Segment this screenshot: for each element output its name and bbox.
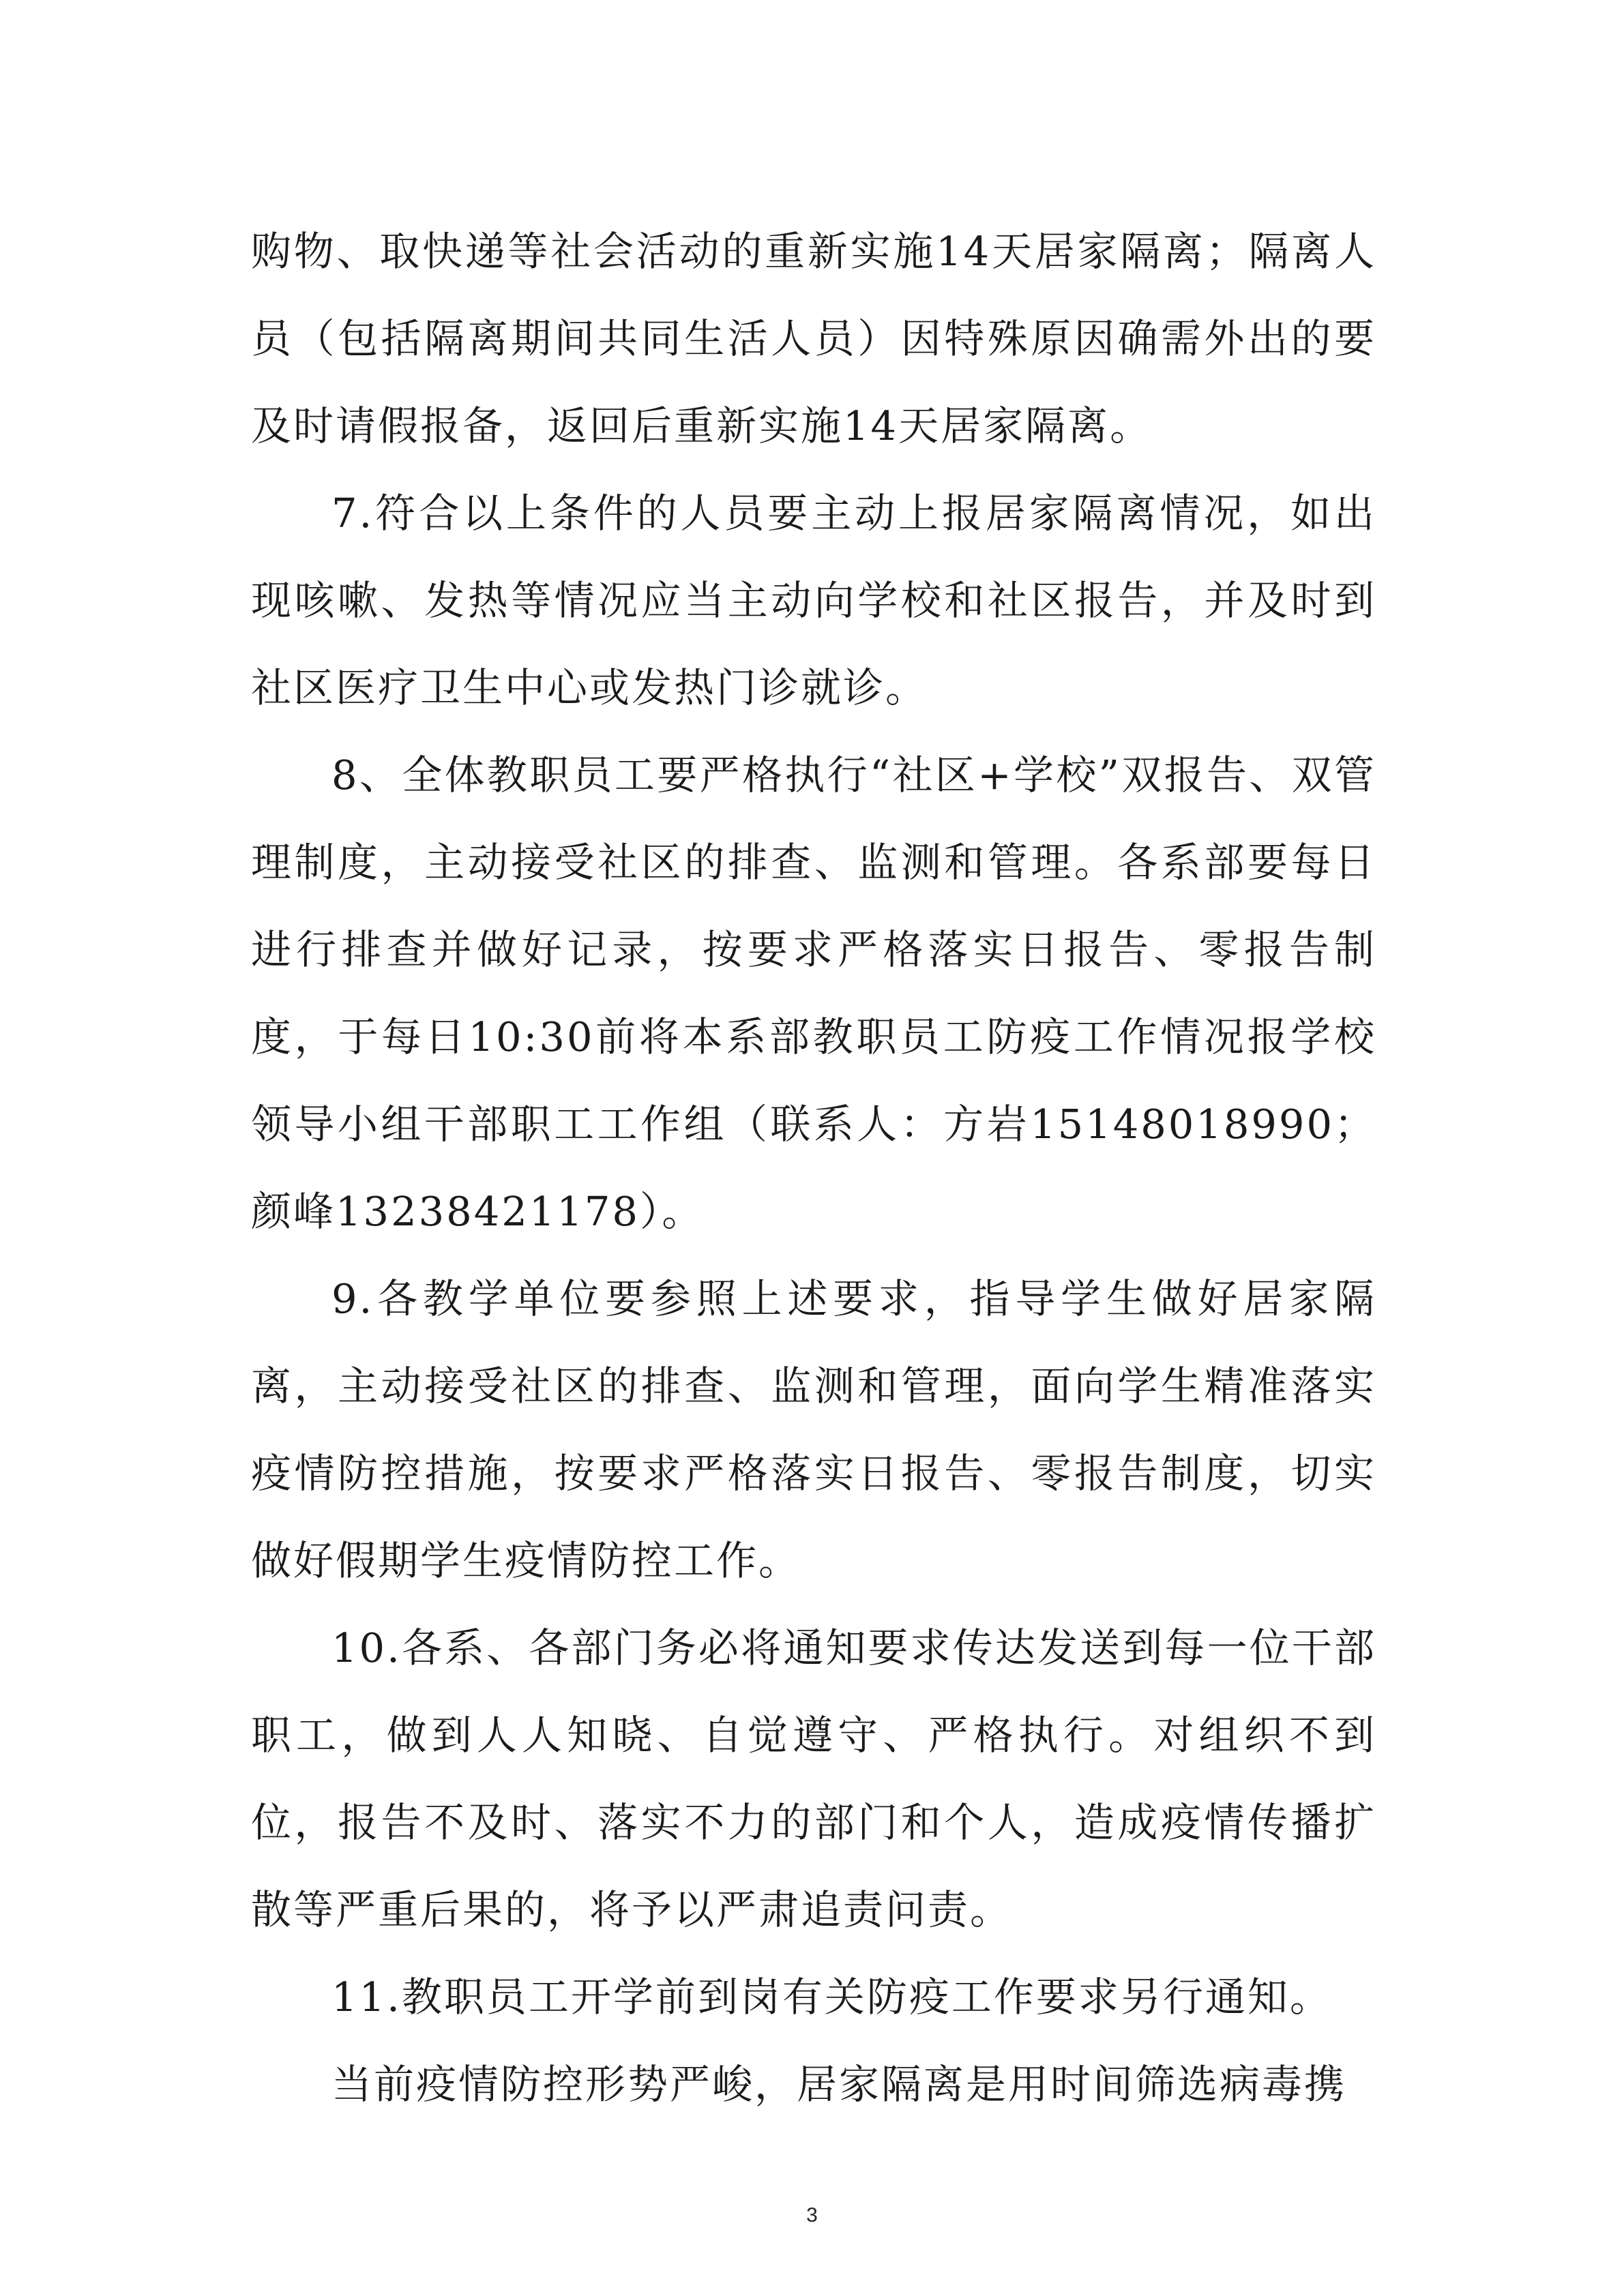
paragraph-item-10: 10.各系、各部门务必将通知要求传达发送到每一位干部职工，做到人人知晓、自觉遵守、严格执行。对组织不到位，报告不及时、落实不力的部门和个人，造成疫情传播扩散等严重后果的，将予以严肃追责问责。	[251, 1624, 1376, 1933]
paragraph-closing: 当前疫情防控形势严峻，居家隔离是用时间筛选病毒携	[331, 2061, 1347, 2108]
paragraph-item-9: 9.各教学单位要参照上述要求，指导学生做好居家隔离，主动接受社区的排查、监测和管理，面向学生精准落实疫情防控措施，按要求严格落实日报告、零报告制度，切实做好假期学生疫情防控工作。	[251, 1275, 1376, 1584]
paragraph-continued-isolation: 购物、取快递等社会活动的重新实施14天居家隔离；隔离人员（包括隔离期间共同生活人员）因特殊原因确需外出的要及时请假报备，返回后重新实施14天居家隔离。	[251, 228, 1376, 449]
paragraph-item-11: 11.教职员工开学前到岗有关防疫工作要求另行通知。	[331, 1973, 1332, 2021]
paragraph-item-8: 8、全体教职员工要严格执行“社区+学校”双报告、双管理制度，主动接受社区的排查、监测和管理。各系部要每日进行排查并做好记录，按要求严格落实日报告、零报告制度，于每日10:30前将本系部教职员工防疫工作情况报学校领导小组干部职工工作组（联系人：方岩15148018990；颜峰13238421178）。	[251, 751, 1376, 1235]
page-number: 3	[806, 2204, 818, 2226]
paragraph-item-7: 7.符合以上条件的人员要主动上报居家隔离情况，如出现咳嗽、发热等情况应当主动向学校和社区报告，并及时到社区医疗卫生中心或发热门诊就诊。	[251, 490, 1376, 711]
document-body	[251, 208, 1376, 2128]
